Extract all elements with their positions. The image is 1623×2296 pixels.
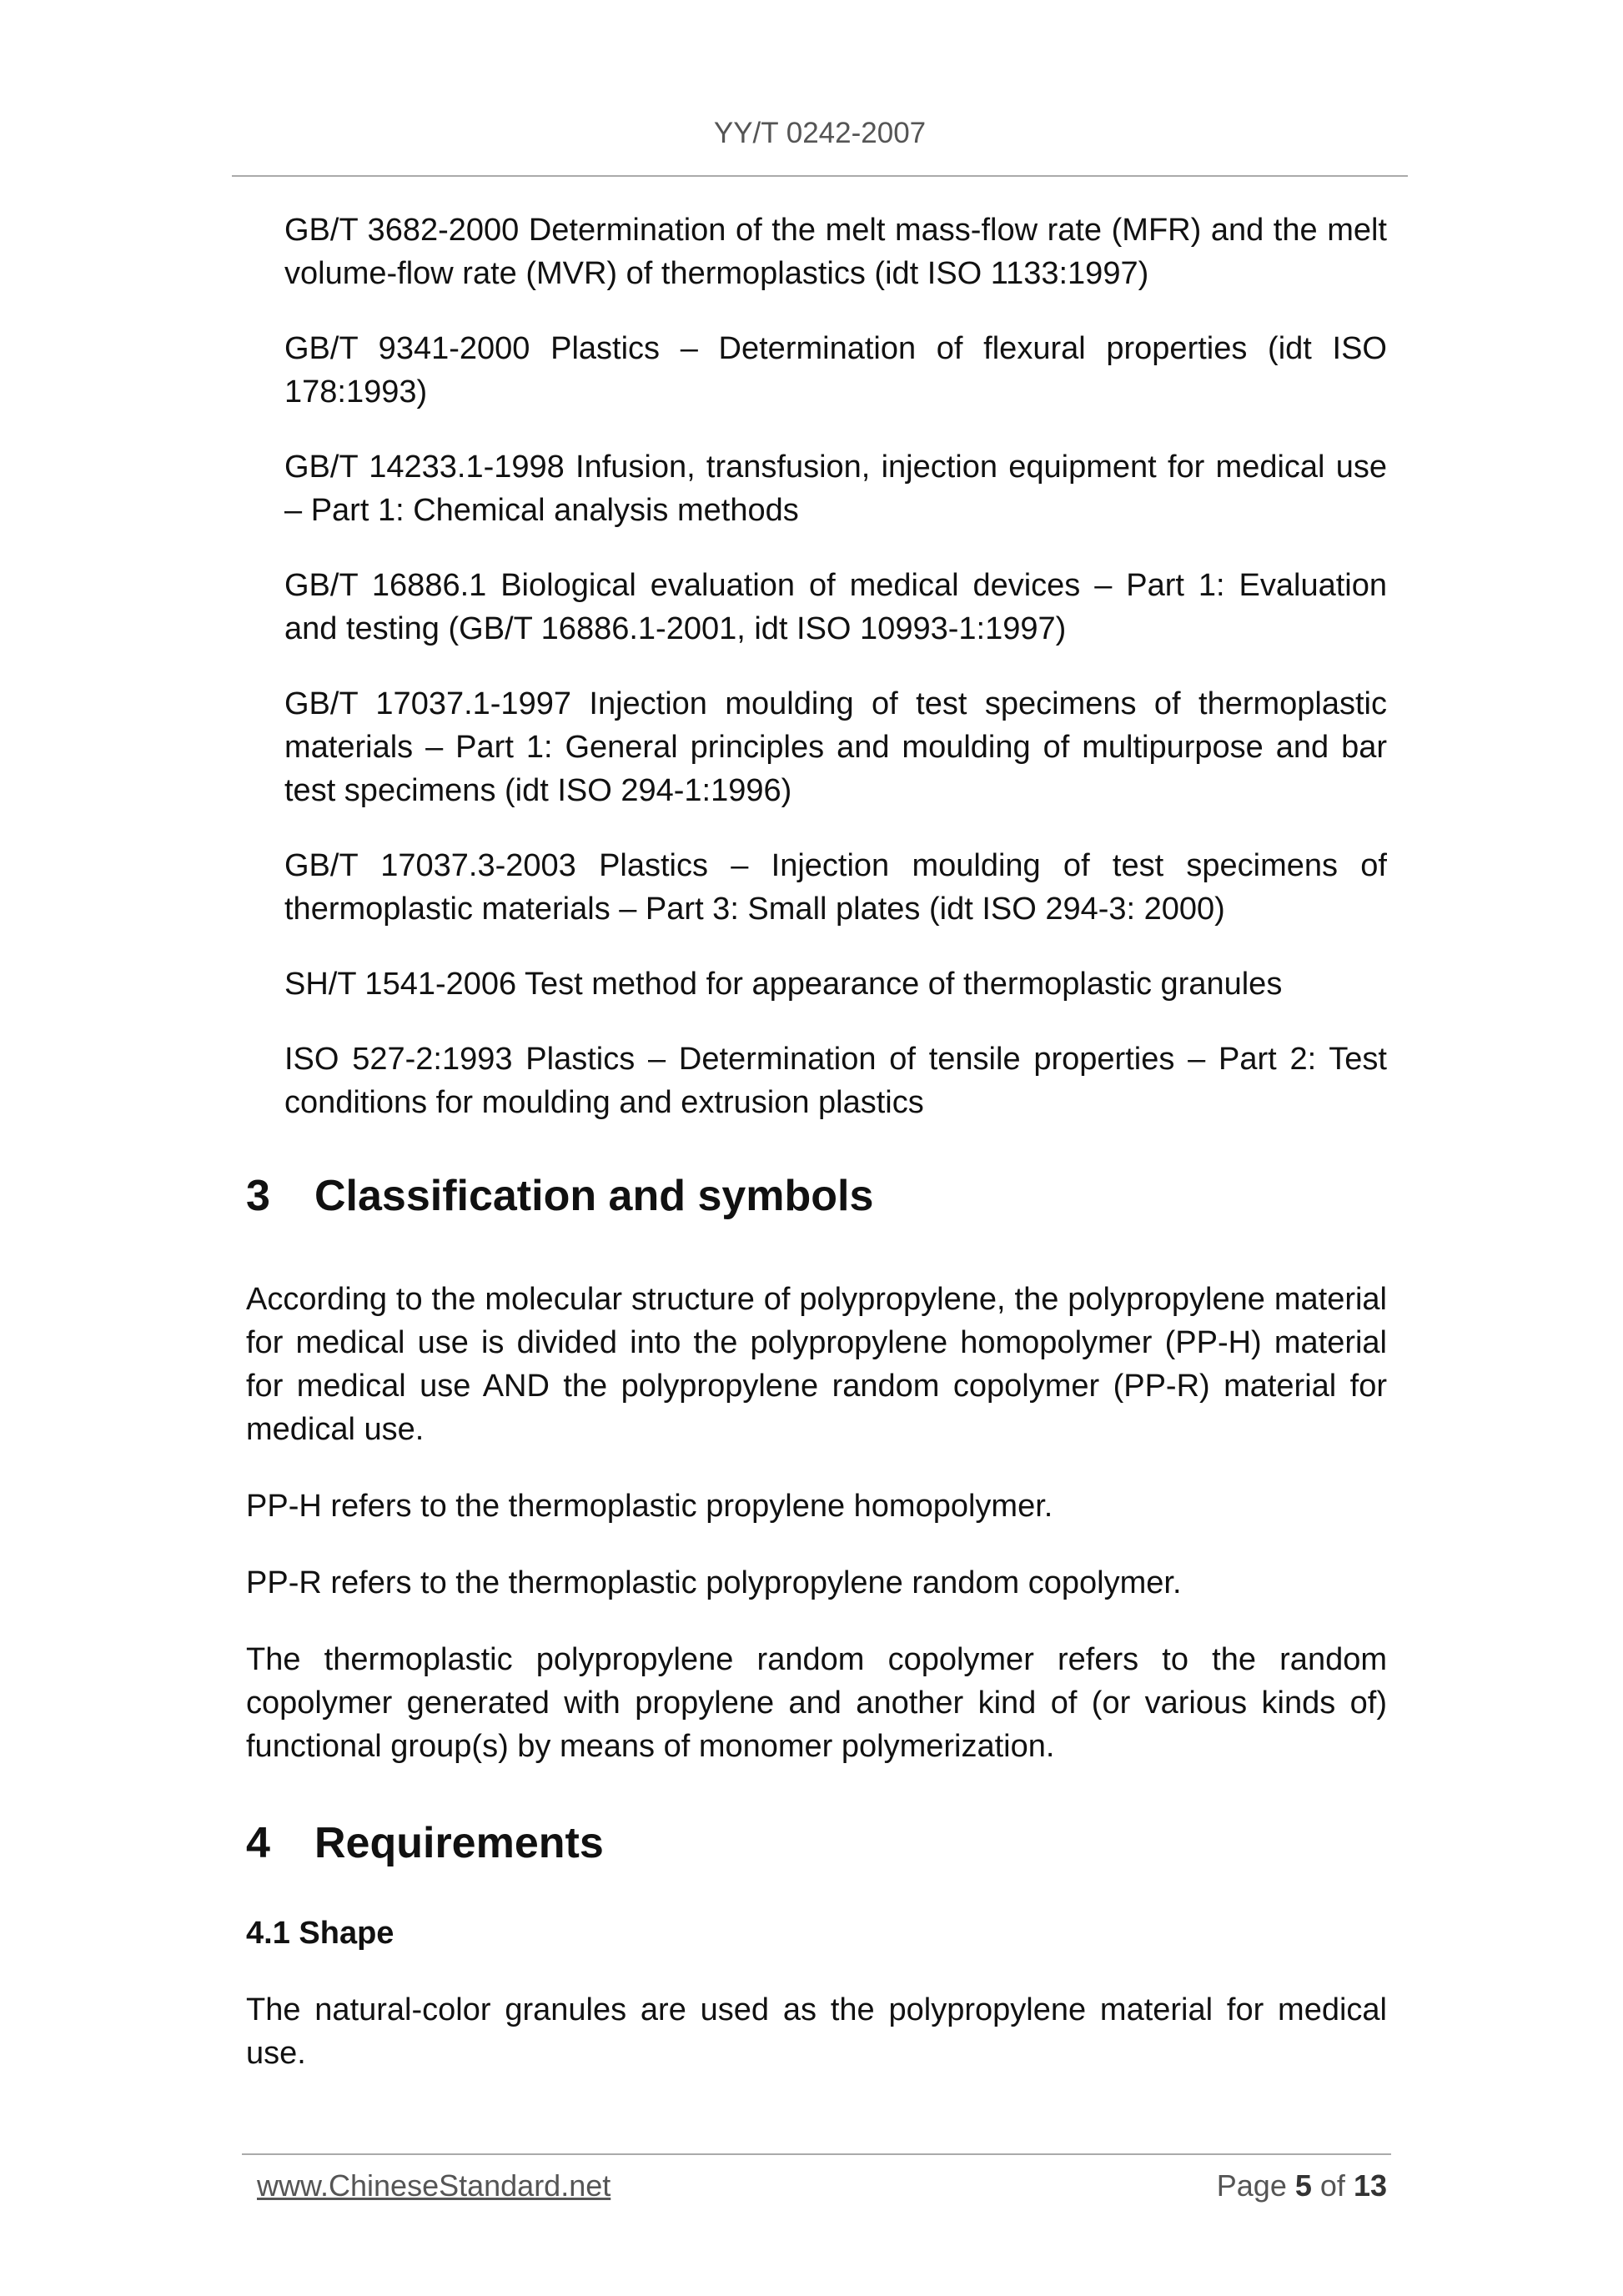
reference-item: GB/T 16886.1 Biological evaluation of medical devices – Part 1: Evaluation and testing (GB/T 16886.1-2001, idt ISO 10993-1:1997) bbox=[284, 568, 1387, 646]
page-header-code: YY/T 0242-2007 bbox=[713, 117, 927, 149]
reference-item: GB/T 17037.1-1997 Injection moulding of test specimens of thermoplastic materials – Part 1: General principles and moulding of multipurpose and bar test specimens (idt ISO 294-1:1996) bbox=[284, 686, 1387, 808]
subsection-4-1-heading: 4.1 Shape bbox=[246, 1916, 394, 1951]
reference-item: GB/T 14233.1-1998 Infusion, transfusion, injection equipment for medical use – Part 1: Chemical analysis methods bbox=[284, 450, 1387, 528]
reference-item: GB/T 3682-2000 Determination of the melt mass-flow rate (MFR) and the melt volume-flow rate (MVR) of thermoplastics (idt ISO 1133:1997) bbox=[284, 213, 1387, 291]
page-prefix: Page bbox=[1216, 2168, 1287, 2203]
reference-item: ISO 527-2:1993 Plastics – Determination of tensile properties – Part 2: Test conditions for moulding and extrusion plastics bbox=[284, 1042, 1387, 1120]
section-3-paragraph: PP-R refers to the thermoplastic polypropylene random copolymer. bbox=[246, 1565, 1182, 1600]
section-3-paragraph: According to the molecular structure of polypropylene, the polypropylene material for medical use is divided into the polypropylene homopolymer (PP-H) material for medical use AND the polypropylene random copolymer (PP-R) material for medical use. bbox=[246, 1282, 1387, 1447]
normative-references-list bbox=[284, 208, 1387, 1156]
reference-item: GB/T 17037.3-2003 Plastics – Injection moulding of test specimens of thermoplastic materials – Part 3: Small plates (idt ISO 294-3: 2000) bbox=[284, 848, 1387, 927]
section-3-number: 3 bbox=[246, 1172, 270, 1220]
section-3-paragraph: The thermoplastic polypropylene random copolymer refers to the random copolymer generated with propylene and another kind of (or various kinds of) functional group(s) by means of monomer polymerization. bbox=[246, 1642, 1387, 1764]
section-3-title: Classification and symbols bbox=[314, 1172, 874, 1220]
page-of: of bbox=[1319, 2168, 1345, 2203]
footer-divider bbox=[242, 2153, 1391, 2155]
main-content bbox=[246, 1169, 1387, 2075]
page-current: 5 bbox=[1294, 2168, 1312, 2203]
page-total: 13 bbox=[1353, 2168, 1387, 2203]
reference-item: GB/T 9341-2000 Plastics – Determination of flexural properties (idt ISO 178:1993) bbox=[284, 331, 1387, 409]
header-divider bbox=[232, 175, 1408, 177]
page-number bbox=[1217, 2168, 1387, 2203]
section-4-title: Requirements bbox=[314, 1819, 604, 1867]
website-link[interactable]: www.ChineseStandard.net bbox=[257, 2168, 611, 2203]
section-4-number: 4 bbox=[246, 1819, 270, 1867]
section-4-heading bbox=[246, 1816, 1387, 1870]
subsection-4-1-text: The natural-color granules are used as the polypropylene material for medical use. bbox=[246, 1992, 1387, 2071]
section-3-paragraph: PP-H refers to the thermoplastic propylene homopolymer. bbox=[246, 1489, 1053, 1524]
section-3-heading bbox=[246, 1169, 1387, 1223]
reference-item: SH/T 1541-2006 Test method for appearance of thermoplastic granules bbox=[284, 967, 1283, 1002]
